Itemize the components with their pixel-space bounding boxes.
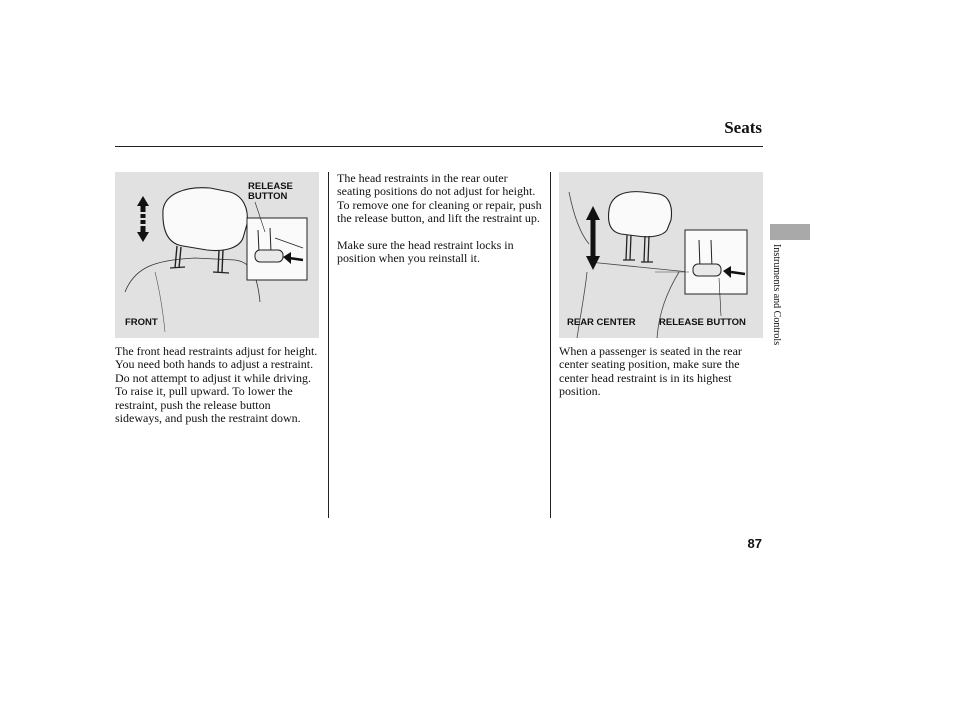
up-down-arrow-icon bbox=[137, 196, 149, 242]
rear-center-restraint-text bbox=[559, 345, 755, 412]
header-rule bbox=[115, 146, 763, 147]
rear-center-label: REAR CENTER bbox=[567, 317, 636, 328]
release-button-label: RELEASE BUTTON bbox=[248, 181, 293, 202]
paragraph: Make sure the head restraint locks in position when you reinstall it. bbox=[337, 237, 514, 266]
page-title: Seats bbox=[724, 118, 762, 137]
section-tab-marker bbox=[770, 224, 810, 240]
paragraph: The head restraints in the rear outer seating positions do not adjust for height. To remove one for cleaning or repair, push the release button, and lift the restraint up. bbox=[337, 171, 542, 226]
paragraph: When a passenger is seated in the rear center seating position, make sure the center head restraint is in its highest position. bbox=[559, 344, 742, 399]
paragraph: The front head restraints adjust for height. You need both hands to adjust a restraint. Do not attempt to adjust it while driving. To raise it, pull upward. To lower the restraint, push the release button sideways, and push the restraint down. bbox=[115, 344, 318, 426]
section-side-label: Instruments and Controls bbox=[771, 244, 782, 346]
rear-head-restraint-figure bbox=[559, 172, 763, 338]
front-label: FRONT bbox=[125, 317, 158, 328]
release-button-label: RELEASE BUTTON bbox=[659, 317, 746, 328]
rear-head-restraint-illustration bbox=[559, 172, 763, 338]
front-restraint-text bbox=[115, 345, 319, 438]
front-head-restraint-figure bbox=[115, 172, 319, 338]
page-number: 87 bbox=[747, 536, 762, 551]
up-down-arrow-icon bbox=[586, 206, 600, 270]
column-divider-right bbox=[550, 172, 551, 518]
rear-outer-restraint-text bbox=[337, 172, 543, 278]
column-divider-left bbox=[328, 172, 329, 518]
